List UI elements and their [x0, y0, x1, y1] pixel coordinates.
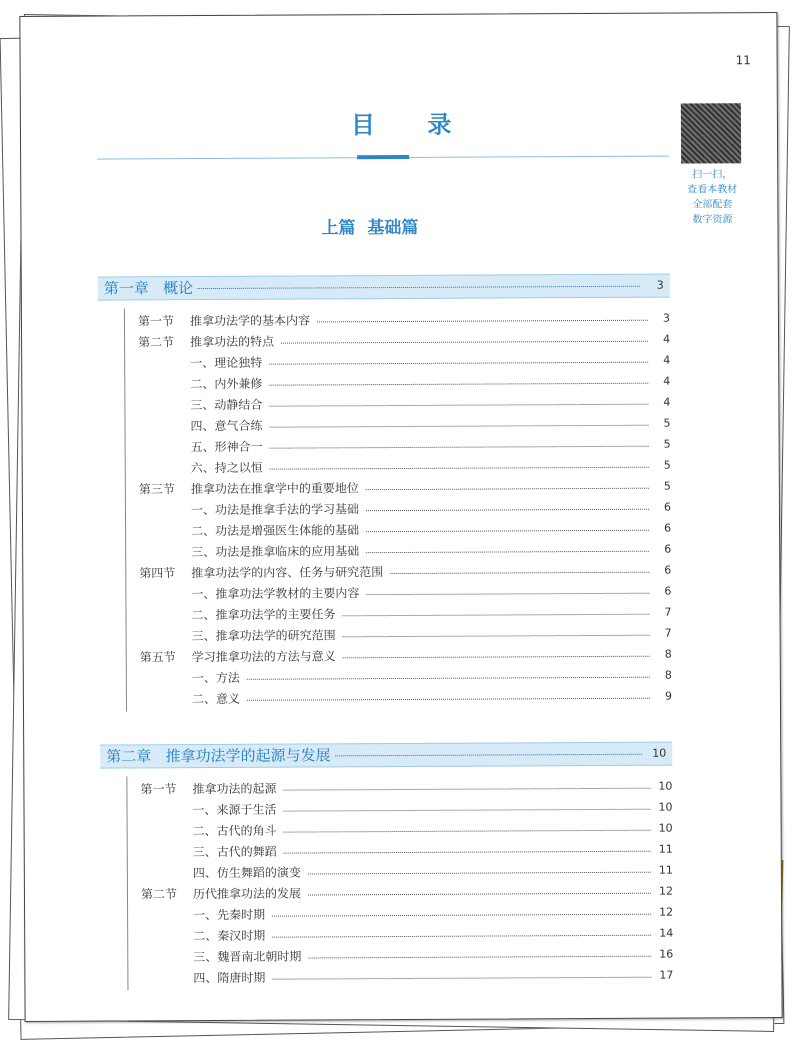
entry-title: 一、功法是推拿手法的学习基础	[191, 500, 365, 519]
toc-subsection-entry[interactable]	[190, 373, 670, 394]
entry-title: 三、魏晋南北朝时期	[193, 947, 307, 966]
qr-code-icon[interactable]	[681, 103, 741, 163]
toc-subsection-entry[interactable]	[191, 541, 671, 562]
entry-title: 四、仿生舞蹈的演变	[193, 863, 307, 882]
entry-title: 三、动静结合	[190, 396, 268, 414]
toc-subsection-entry[interactable]	[193, 904, 673, 925]
toc-subsection-entry[interactable]	[192, 667, 672, 688]
entry-page-number: 7	[658, 604, 671, 622]
entry-page-number: 3	[657, 310, 670, 328]
entry-title: 推拿功法在推拿学中的重要地位	[191, 479, 365, 498]
page-number: 11	[735, 53, 751, 68]
entry-title: 推拿功法学的内容、任务与研究范围	[191, 563, 389, 582]
qr-caption-line: 全部配套	[692, 199, 733, 211]
section-number: 第三节	[138, 482, 175, 497]
entry-title: 一、理论独特	[190, 354, 268, 372]
entry-title: 一、方法	[192, 669, 246, 687]
entry-title: 推拿功法的起源	[192, 780, 282, 798]
title-rule-accent	[357, 155, 409, 159]
entry-title: 二、秦汉时期	[193, 927, 271, 945]
toc-section-entry[interactable]	[193, 883, 673, 904]
chapter-page-number: 10	[648, 743, 666, 765]
entry-page-number: 11	[653, 862, 673, 880]
toc-subsection-entry[interactable]	[191, 436, 671, 457]
section-number: 第四节	[139, 566, 176, 581]
toc-subsection-entry[interactable]	[190, 352, 670, 373]
toc-subsection-entry[interactable]	[191, 520, 671, 541]
chapter-heading[interactable]	[98, 274, 670, 301]
section-number: 第二节	[140, 887, 178, 902]
toc-subsection-entry[interactable]	[192, 625, 672, 646]
qr-caption	[673, 167, 751, 227]
entry-page-number: 7	[659, 625, 672, 643]
entry-title: 一、来源于生活	[192, 801, 282, 819]
entry-page-number: 6	[658, 541, 671, 559]
toc-subsection-entry[interactable]	[190, 394, 670, 415]
entry-page-number: 4	[657, 394, 670, 412]
section-number: 第一节	[140, 782, 177, 797]
entry-page-number: 12	[653, 904, 673, 922]
entry-page-number: 6	[658, 562, 671, 580]
chapter-page-number: 3	[653, 275, 664, 297]
entry-title: 一、推拿功法学教材的主要内容	[191, 584, 365, 603]
qr-caption-line: 查看本教材	[687, 184, 738, 196]
entry-page-number: 14	[653, 925, 673, 943]
entry-title: 二、功法是增强医生体能的基础	[191, 521, 365, 540]
entry-page-number: 11	[653, 841, 673, 859]
entry-title: 五、形神合一	[191, 438, 269, 456]
chapter-title: 第一章 概论	[104, 277, 197, 299]
entry-page-number: 6	[658, 520, 671, 538]
entry-page-number: 4	[657, 352, 670, 370]
entry-page-number: 4	[657, 331, 670, 349]
toc-subsection-entry[interactable]	[192, 688, 672, 709]
toc-section-entry[interactable]	[190, 331, 670, 352]
toc-section-entry[interactable]	[190, 310, 670, 331]
entry-page-number: 5	[657, 415, 670, 433]
entry-page-number: 10	[652, 778, 672, 796]
qr-caption-line: 数字资源	[692, 214, 733, 226]
dot-leader	[196, 677, 650, 680]
entry-page-number: 8	[659, 646, 672, 664]
section-guide-line	[126, 776, 128, 990]
entry-title: 二、古代的角斗	[193, 822, 283, 840]
entry-page-number: 4	[657, 373, 670, 391]
toc-subsection-entry[interactable]	[193, 862, 673, 883]
toc-page	[19, 12, 782, 1022]
toc-subsection-entry[interactable]	[191, 583, 671, 604]
toc-subsection-entry[interactable]	[193, 967, 673, 988]
section-number: 第一节	[137, 314, 175, 329]
entry-title: 二、内外兼修	[190, 375, 268, 393]
toc-subsection-entry[interactable]	[190, 415, 670, 436]
entry-title: 推拿功法的特点	[190, 333, 280, 351]
toc-subsection-entry[interactable]	[191, 604, 671, 625]
entry-title: 学习推拿功法的方法与意义	[192, 647, 342, 666]
dot-leader	[196, 698, 650, 701]
entry-page-number: 6	[658, 583, 671, 601]
toc-subsection-entry[interactable]	[193, 841, 673, 862]
entry-page-number: 10	[652, 799, 672, 817]
toc-subsection-entry[interactable]	[193, 820, 673, 841]
entry-page-number: 9	[659, 688, 672, 706]
part-title: 上篇 基础篇	[321, 217, 419, 239]
entry-page-number: 6	[658, 499, 671, 517]
toc-subsection-entry[interactable]	[193, 925, 673, 946]
chapter-heading[interactable]	[100, 742, 672, 769]
toc-subsection-entry[interactable]	[191, 457, 671, 478]
entry-title: 四、隋唐时期	[193, 969, 271, 987]
entry-page-number: 5	[658, 436, 671, 454]
toc-subsection-entry[interactable]	[191, 499, 671, 520]
entry-title: 历代推拿功法的发展	[193, 884, 307, 903]
page-title: 目 录	[350, 110, 474, 140]
chapter-title: 第二章 推拿功法学的起源与发展	[106, 744, 334, 767]
entry-title: 一、先秦时期	[193, 906, 271, 924]
section-number: 第五节	[139, 650, 176, 665]
entry-title: 二、推拿功法学的主要任务	[191, 605, 341, 624]
toc-section-entry[interactable]	[191, 478, 671, 499]
toc-section-entry[interactable]	[191, 562, 671, 583]
entry-page-number: 5	[658, 457, 671, 475]
toc-section-entry[interactable]	[192, 778, 672, 799]
entry-page-number: 12	[653, 883, 673, 901]
section-guide-line	[124, 308, 127, 711]
entry-title: 推拿功法学的基本内容	[190, 311, 316, 330]
entry-title: 六、持之以恒	[191, 459, 269, 477]
toc-subsection-entry[interactable]	[193, 946, 673, 967]
entry-title: 四、意气合练	[190, 417, 268, 435]
entry-page-number: 8	[659, 667, 672, 685]
entry-page-number: 10	[653, 820, 673, 838]
entry-page-number: 16	[653, 946, 673, 964]
section-number: 第二节	[138, 335, 175, 350]
entry-page-number: 17	[653, 967, 673, 985]
entry-title: 三、功法是推拿临床的应用基础	[191, 542, 365, 561]
qr-caption-line: 扫一扫，	[692, 169, 733, 181]
entry-title: 二、意义	[192, 690, 246, 708]
entry-title: 三、推拿功法学的研究范围	[192, 626, 342, 645]
toc-section-entry[interactable]	[192, 646, 672, 667]
entry-title: 三、古代的舞蹈	[193, 843, 283, 861]
toc-subsection-entry[interactable]	[192, 799, 672, 820]
entry-page-number: 5	[658, 478, 671, 496]
